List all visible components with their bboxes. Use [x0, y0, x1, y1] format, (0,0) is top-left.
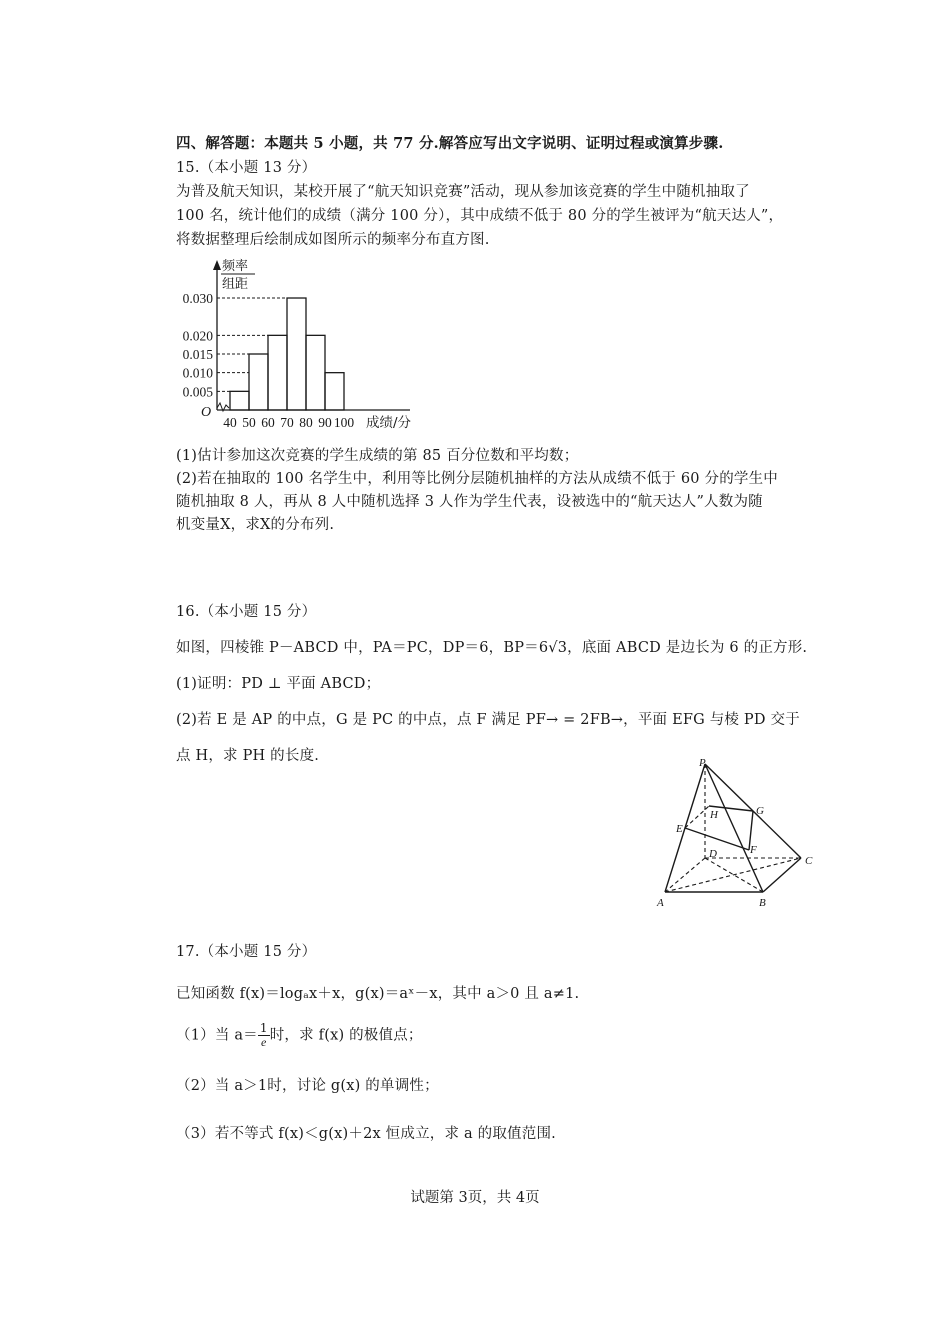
fraction-numerator: 1 [259, 1021, 268, 1035]
y-label-numerator: 频率 [222, 259, 249, 274]
histogram-bar [306, 335, 325, 410]
q15-stem-line-3: 将数据整理后绘制成如图所示的频率分布直方图. [176, 232, 490, 248]
label-C: C [805, 855, 813, 867]
q15-part-1: (1)估计参加这次竞赛的学生成绩的第 85 百分位数和平均数； [176, 448, 579, 464]
y-tick-label: 0.005 [182, 384, 213, 400]
fraction-denominator: e [261, 1035, 267, 1049]
histogram-bar [249, 354, 268, 410]
q17-part-3: （3）若不等式 f(x)＜g(x)＋2x 恒成立，求 a 的取值范围. [176, 1126, 556, 1142]
y-tick-label: 0.020 [182, 328, 213, 344]
q16-part-2-line-2: 点 H，求 PH 的长度. [176, 748, 320, 764]
y-axis-arrow [213, 260, 221, 270]
y-tick-label: 0.010 [182, 365, 213, 381]
q17-header: 17.（本小题 15 分） [176, 944, 317, 960]
histogram-bar [325, 373, 344, 410]
label-H: H [710, 809, 718, 821]
x-axis-label: 成绩/分 [366, 415, 412, 431]
label-B: B [759, 897, 766, 909]
label-G: G [756, 805, 764, 817]
page-footer: 试题第 3页，共 4页 [410, 1190, 540, 1206]
y-tick-label: 0.015 [182, 347, 213, 363]
x-tick-label: 90 [318, 415, 332, 430]
histogram-bar [230, 391, 249, 410]
pyramid-figure [655, 756, 820, 911]
q15-part-2-line-3: 机变量X，求X的分布列. [176, 517, 335, 533]
q17-stem: 已知函数 f(x)＝logₐx＋x，g(x)＝aˣ－x，其中 a＞0 且 a≠1. [176, 986, 580, 1002]
label-P: P [699, 757, 706, 769]
x-tick-label: 40 [223, 415, 237, 430]
section-title: 四、解答题：本题共 5 小题，共 77 分.解答应写出文字说明、证明过程或演算步骤. [176, 135, 724, 152]
x-tick-label: 60 [261, 415, 275, 430]
q16-part-1: (1)证明：PD ⊥ 平面 ABCD； [176, 676, 381, 692]
q17-part-1-suffix: 时，求 f(x) 的极值点； [269, 1027, 423, 1044]
fraction-one-over-e [258, 1022, 270, 1049]
q15-stem-line-1: 为普及航天知识，某校开展了“航天知识竞赛”活动，现从参加该竞赛的学生中随机抽取了 [176, 184, 750, 200]
q15-part-2-line-1: (2)若在抽取的 100 名学生中，利用等比例分层随机抽样的方法从成绩不低于 60 分的学生中 [176, 471, 778, 487]
q15-part-2-line-2: 随机抽取 8 人，再从 8 人中随机选择 3 人作为学生代表，设被选中的“航天达人”人数为随 [176, 494, 763, 510]
histogram-bar [287, 298, 306, 410]
label-D: D [709, 848, 717, 860]
q16-part-2-line-1: (2)若 E 是 AP 的中点，G 是 PC 的中点，点 F 满足 PF→ = 2FB→，平面 EFG 与棱 PD 交于 [176, 712, 800, 728]
q17-part-1 [176, 1022, 423, 1049]
diagonal-AC [665, 858, 801, 892]
label-E: E [676, 823, 683, 835]
x-tick-label: 80 [299, 415, 313, 430]
q17-part-1-prefix: （1）当 a＝ [176, 1027, 258, 1044]
label-F: F [750, 844, 757, 856]
histogram-bar [268, 335, 287, 410]
edge-PB [705, 764, 763, 892]
q16-stem: 如图，四棱锥 P－ABCD 中，PA＝PC，DP＝6，BP＝6√3，底面 ABCD 是边长为 6 的正方形. [176, 640, 808, 656]
q17-part-2: （2）当 a＞1时，讨论 g(x) 的单调性； [176, 1078, 439, 1094]
label-A: A [657, 897, 664, 909]
q16-header: 16.（本小题 15 分） [176, 604, 317, 620]
y-tick-label: 0.030 [182, 291, 213, 307]
frequency-histogram [170, 252, 430, 434]
q15-header: 15.（本小题 13 分） [176, 160, 317, 176]
x-tick-label: 70 [280, 415, 294, 430]
q15-stem-line-2: 100 名，统计他们的成绩（满分 100 分），其中成绩不低于 80 分的学生被评为“航天达人”， [176, 208, 784, 224]
x-tick-label: 50 [242, 415, 256, 430]
x-tick-label: 100 [333, 415, 355, 430]
origin-label: O [201, 405, 212, 420]
y-label-denominator: 组距 [222, 277, 249, 292]
